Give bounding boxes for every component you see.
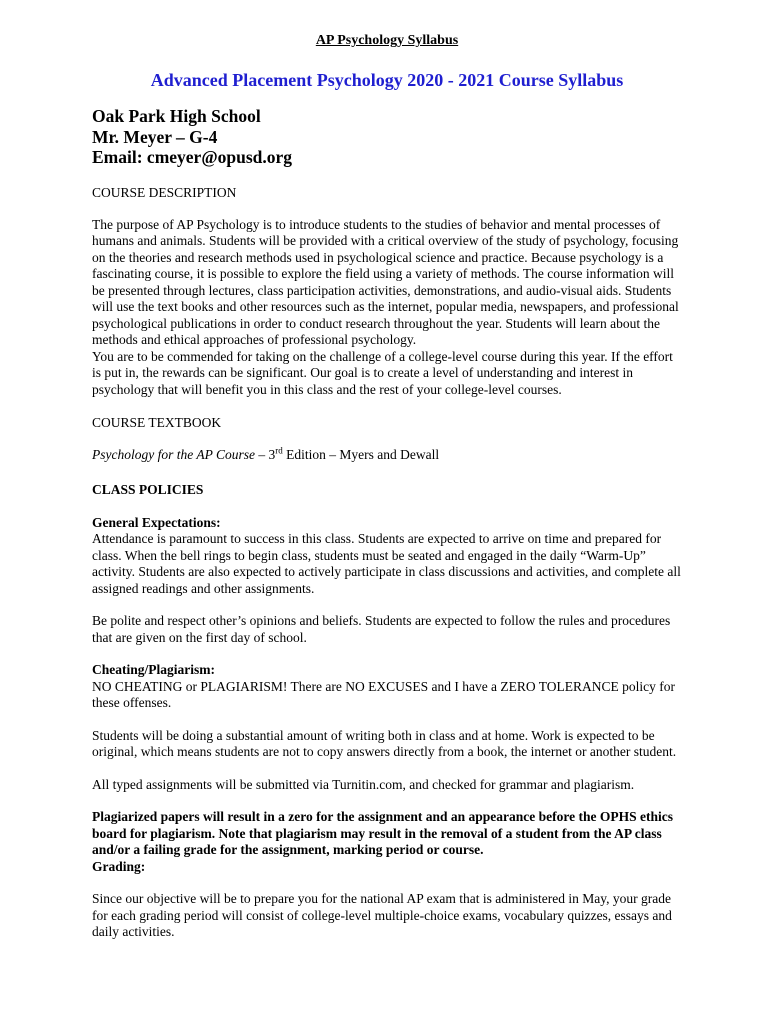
header-title: AP Psychology Syllabus [315,33,459,48]
course-description-paragraph: You are to be commended for taking on the challenge of a college-level course during this year. If the effort is put in, the rewards can be significant. Our goal is to create a level of understanding and interest in psychology that will benefit you in this class and the rest of your college-level courses. [92,348,673,397]
teacher-name: Mr. Meyer – G-4 [92,126,218,147]
cheating-paragraph: All typed assignments will be submitted via Turnitin.com, and checked for grammar and plagiarism. [92,776,635,792]
textbook-edition-sup: rd [275,445,283,456]
grading-heading: Grading: [92,858,146,874]
school-info [92,106,682,168]
plagiarism-warning: Plagiarized papers will result in a zero for the assignment and an appearance before the OPHS ethics board for plagiarism. Note that plagiarism may result in the removal of a student from the AP class and/or a failing grade for the assignment, marking period or course. [92,809,673,857]
grading-paragraph: Since our objective will be to prepare you for the national AP exam that is administered in May, your grade for each grading period will consist of college-level multiple-choice exams, vocabulary quizzes, essays and daily activities. [92,891,672,939]
general-expectations-heading: General Expectations: [92,514,221,530]
cheating-paragraph: NO CHEATING or PLAGIARISM! There are NO EXCUSES and I have a ZERO TOLERANCE policy for these offenses. [92,678,676,710]
cheating-paragraph: Students will be doing a substantial amount of writing both in class and at home. Work is expected to be original, which means students are not to copy answers directly from a book, the internet or another student. [92,727,677,759]
course-textbook-heading: COURSE TEXTBOOK [92,415,222,430]
textbook-dash: – 3 [254,447,276,462]
main-title: Advanced Placement Psychology 2020 - 2021 Course Syllabus [150,70,624,90]
class-policies-heading: CLASS POLICIES [92,481,204,497]
cheating-plagiarism-heading: Cheating/Plagiarism: [92,662,215,677]
teacher-email: Email: cmeyer@opusd.org [92,147,293,167]
school-name: Oak Park High School [92,106,261,126]
textbook-rest: Edition – Myers and Dewall [282,447,440,462]
general-expectations-paragraph: Attendance is paramount to success in this class. Students are expected to arrive on time and prepared for class. When the bell rings to begin class, students must be seated and engaged in the daily “Warm-Up” activity. Students are also expected to actively participate in class discussions and activities, and complete all assigned readings and other assignments. [92,531,681,596]
textbook-title: Psychology for the AP Course [92,447,255,462]
course-description-heading: COURSE DESCRIPTION [92,184,237,200]
course-description-paragraph: The purpose of AP Psychology is to introduce students to the studies of behavior and mental processes of humans and animals. Students will be provided with a critical overview of the study of psychology, focusing on the theories and research methods used in psychological science and practice. Because psychology is a fascinating course, it is possible to explore the field using a variety of methods. The course information will be presented through lectures, class participation activities, demonstrations, and audio-visual aids. Students will use the text books and other resources such as the internet, popular media, newspapers, and professional psychological publications in order to conduct research throughout the year. Students will learn about the methods and ethical approaches of professional psychology. [92,216,679,347]
textbook-citation [92,447,682,464]
general-expectations-paragraph: Be polite and respect other’s opinions and beliefs. Students are expected to follow the rules and procedures that are given on the first day of school. [92,613,671,645]
